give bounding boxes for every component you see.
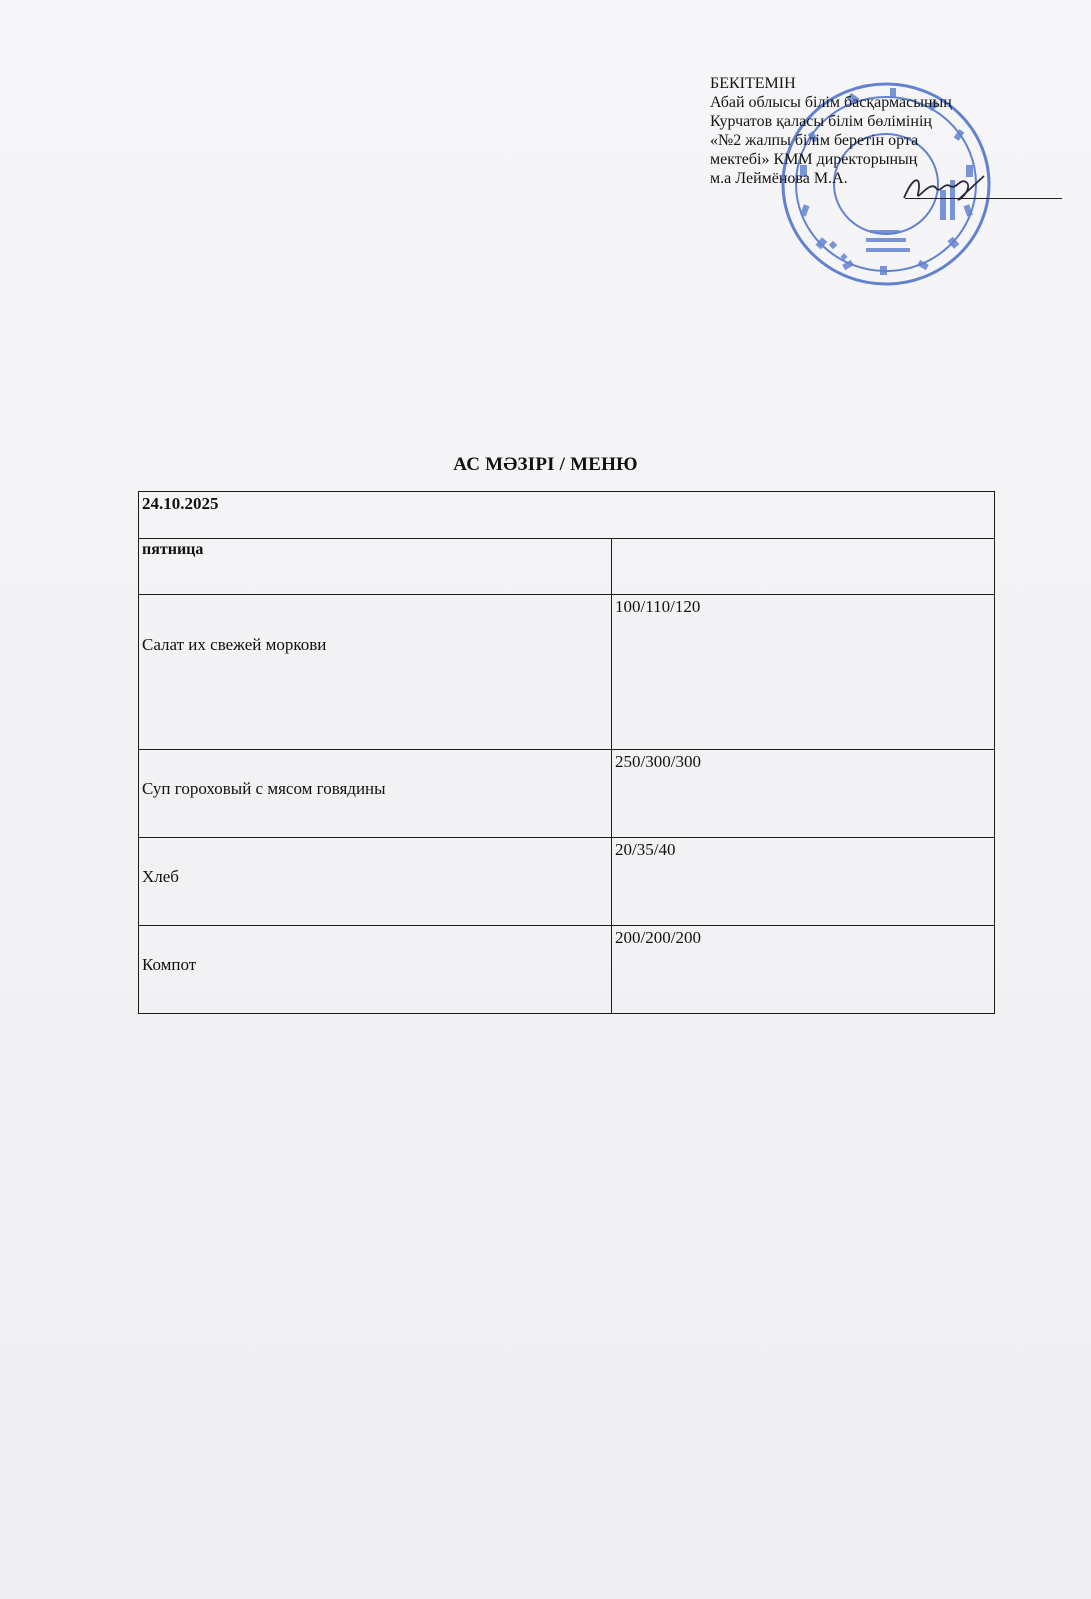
dish-name: Хлеб	[139, 838, 612, 926]
dish-name: Компот	[139, 926, 612, 1014]
dish-portion: 250/300/300	[612, 750, 995, 838]
approval-line: мектебі» КММ директорының	[710, 151, 918, 168]
approval-line: «№2 жалпы білім беретін орта	[710, 132, 919, 149]
approval-block	[710, 74, 1070, 188]
table-row-day	[139, 539, 995, 595]
dish-name: Суп гороховый с мясом говядины	[139, 750, 612, 838]
table-row-date	[139, 492, 995, 539]
table-row	[139, 595, 995, 750]
table-row	[139, 750, 995, 838]
table-row	[139, 926, 995, 1014]
menu-day: пятница	[139, 539, 612, 595]
menu-title: АС МӘЗІРІ / МЕНЮ	[453, 454, 638, 475]
approval-line: БЕКІТЕМІН	[710, 75, 796, 92]
menu-date: 24.10.2025	[139, 492, 995, 539]
approval-line: м.а Леймёнова М.А.	[710, 170, 848, 187]
dish-portion: 100/110/120	[612, 595, 995, 750]
approval-line: Курчатов қаласы білім бөлімінің	[710, 113, 932, 130]
empty-cell	[612, 539, 995, 595]
dish-name: Салат их свежей моркови	[139, 595, 612, 750]
dish-portion: 200/200/200	[612, 926, 995, 1014]
table-row	[139, 838, 995, 926]
approval-line: Абай облысы білім басқармасының	[710, 94, 952, 111]
menu-table	[138, 491, 995, 1014]
dish-portion: 20/35/40	[612, 838, 995, 926]
signature-line	[905, 198, 1062, 199]
